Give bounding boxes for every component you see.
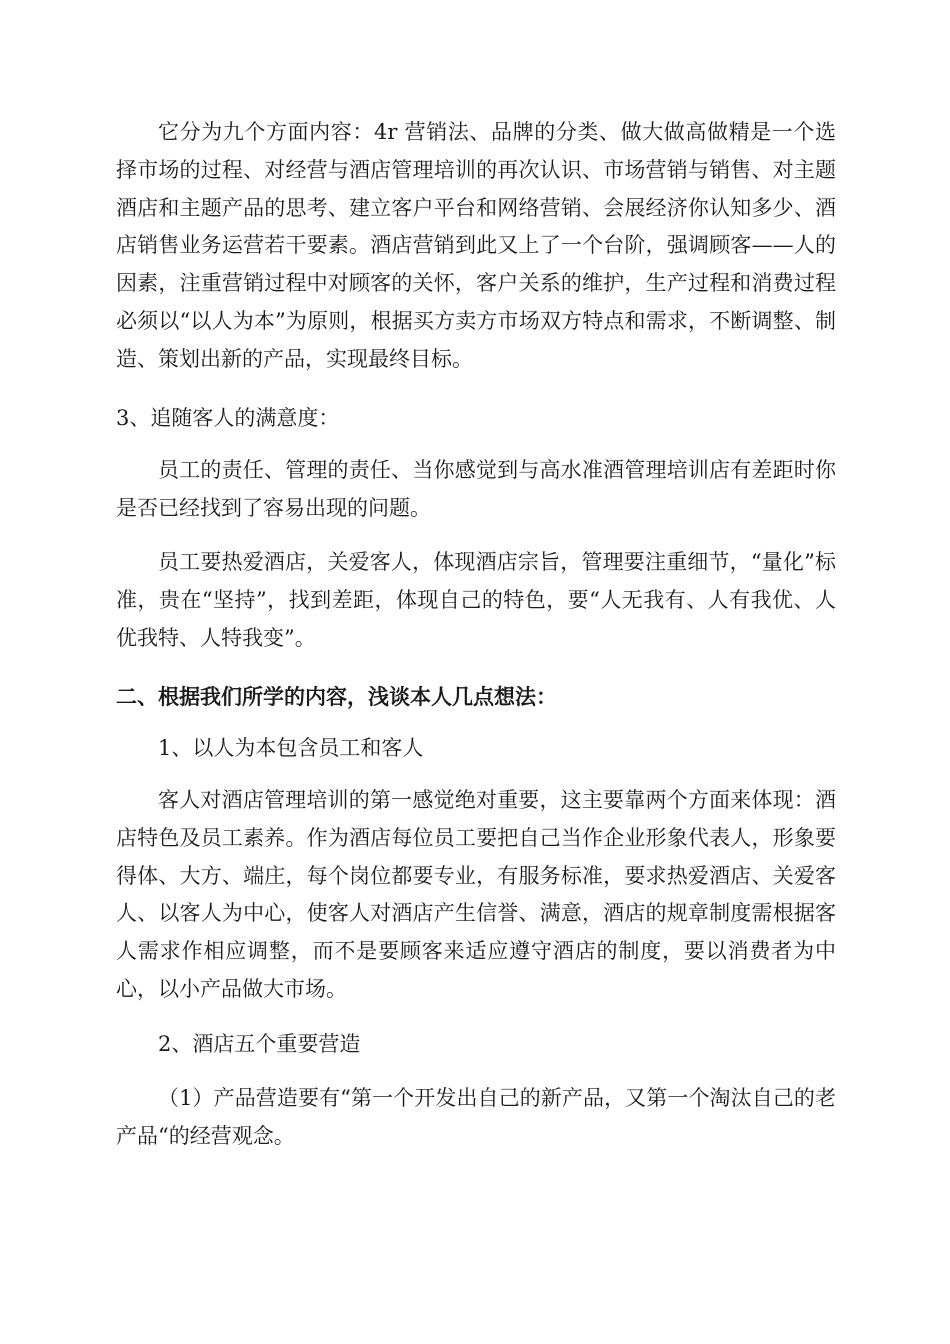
paragraph-love-hotel: 员工要热爱酒店，关爱客人，体现酒店宗旨，管理要注重细节，“量化”标准，贵在“坚持”，找到差距，体现自己的特色，要“人无我有、人有我优、人优我特、人特我变”。 (116, 550, 836, 650)
section-heading-satisfaction: 3、追随客人的满意度： (116, 406, 340, 430)
paragraph-product-creation: （1）产品营造要有“第一个开发出自己的新产品，又第一个淘汰自己的老产品“的经营观念。 (116, 1086, 836, 1148)
paragraph-nine-aspects: 它分为九个方面内容：4r 营销法、品牌的分类、做大做高做精是一个选择市场的过程、对经营与酒店管理培训的再次认识、市场营销与销售、对主题酒店和主题产品的思考、建立客户平台和网络营销、会展经济你认知多少、酒店销售业务运营若干要素。酒店营销到此又上了一个台阶，强调顾客——人的因素，注重营销过程中对顾客的关怀，客户关系的维护，生产过程和消费过程必须以“以人为本”为原则，根据买方卖方市场双方特点和需求，不断调整、制造、策划出新的产品，实现最终目标。 (116, 120, 836, 371)
paragraph-first-impression: 客人对酒店管理培训的第一感觉绝对重要，这主要靠两个方面来体现：酒店特色及员工素养。作为酒店每位员工要把自己当作企业形象代表人，形象要得体、大方、端庄，每个岗位都要专业，有服务标准，要求热爱酒店、关爱客人、以客人为中心，使客人对酒店产生信誉、满意，酒店的规章制度需根据客人需求作相应调整，而不是要顾客来适应遵守酒店的制度，要以消费者为中心，以小产品做大市场。 (116, 788, 836, 1001)
subheading-people-oriented: 1、以人为本包含员工和客人 (158, 736, 424, 760)
subheading-five-creations: 2、酒店五个重要营造 (158, 1032, 361, 1056)
paragraph-responsibility: 员工的责任、管理的责任、当你感觉到与高水准酒管理培训店有差距时你是否已经找到了容易出现的问题。 (116, 458, 836, 520)
section-heading-thoughts: 二、根据我们所学的内容，浅谈本人几点想法： (116, 684, 557, 709)
